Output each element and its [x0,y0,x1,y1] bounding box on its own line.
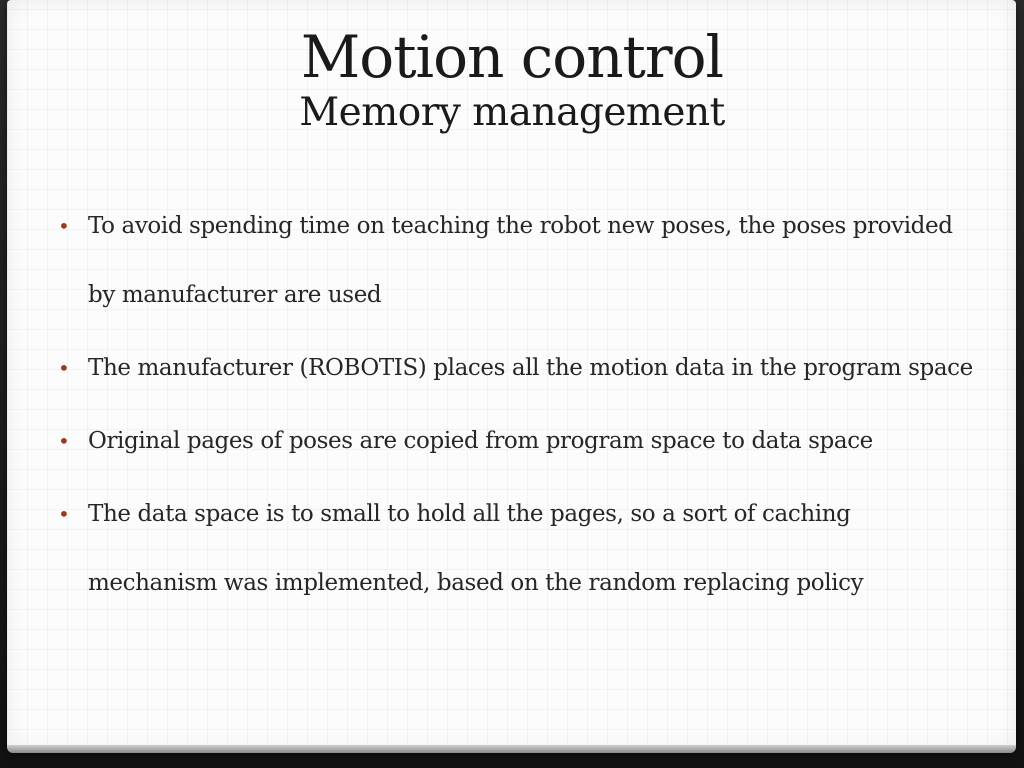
bullet-icon: • [58,356,70,380]
bullet-text: The manufacturer (ROBOTIS) places all the motion data in the program space [88,355,973,381]
bullet-text: The data space is to small to hold all the pages, so a sort of caching mechanism was implemented, based on the random replacing policy [88,501,864,596]
bullet-icon: • [58,429,70,453]
slide-title: Motion control [300,23,724,91]
title-block [0,24,1024,136]
bullet-icon: • [58,502,70,526]
bullet-icon: • [58,214,70,238]
bullet-text: Original pages of poses are copied from program space to data space [88,428,873,454]
bullet-item [58,480,978,618]
bullet-text: To avoid spending time on teaching the robot new poses, the poses provided by manufacturer are used [88,213,953,308]
bullet-item [58,192,978,330]
bullet-item [58,407,978,476]
slide-paper-edge [7,745,1016,753]
bullet-list [58,192,978,622]
slide-subtitle: Memory management [299,90,725,135]
bullet-item [58,334,978,403]
